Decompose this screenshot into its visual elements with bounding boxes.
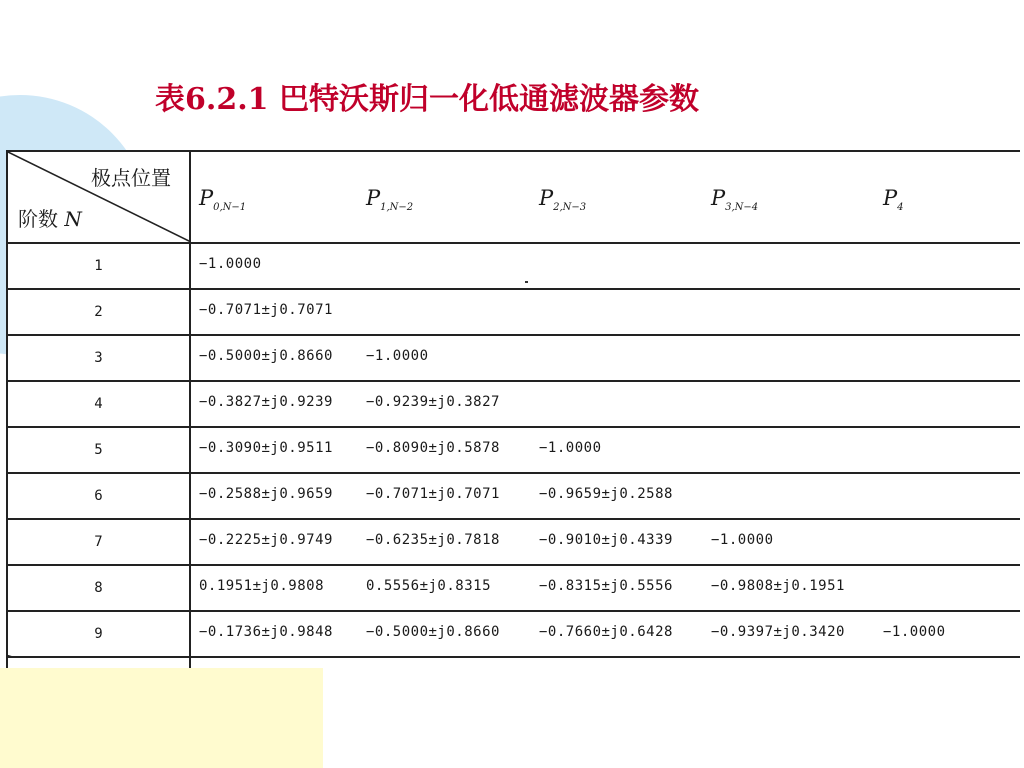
table-header-row	[7, 151, 1020, 243]
scan-speck	[525, 281, 528, 283]
pole-value: −0.6235±j0.7818	[366, 532, 500, 548]
order-cell: 3	[7, 335, 190, 381]
pole-values-cell	[190, 243, 1020, 289]
table-row	[7, 335, 1020, 381]
pole-value: −0.2225±j0.9749	[199, 532, 333, 548]
pole-value: −0.7660±j0.6428	[539, 624, 673, 640]
pole-value: −1.0000	[711, 532, 774, 548]
decorative-block	[0, 668, 323, 768]
pole-header-3: $P_{3,N-4}$	[711, 186, 759, 214]
tail-cell	[190, 657, 1020, 668]
pole-values-cell	[190, 381, 1020, 427]
pole-values-cell	[190, 611, 1020, 657]
order-cell: 4	[7, 381, 190, 427]
order-cell: 8	[7, 565, 190, 611]
pole-value: −0.9239±j0.3827	[366, 394, 500, 410]
pole-values-cell	[190, 565, 1020, 611]
pole-value: −0.3090±j0.9511	[199, 440, 333, 456]
order-cell: 1	[7, 243, 190, 289]
table-row	[7, 289, 1020, 335]
order-cell: 5	[7, 427, 190, 473]
pole-value: −0.9010±j0.4339	[539, 532, 673, 548]
order-cell: 9	[7, 611, 190, 657]
pole-header-4: $P_4$	[883, 186, 904, 214]
table-tail-row	[7, 657, 1020, 668]
table-row	[7, 565, 1020, 611]
pole-values-cell	[190, 427, 1020, 473]
order-cell: 7	[7, 519, 190, 565]
table-row	[7, 519, 1020, 565]
pole-header-cell	[190, 151, 1020, 243]
table-tail-mark	[6, 655, 66, 657]
table-row	[7, 427, 1020, 473]
pole-value: −0.7071±j0.7071	[366, 486, 500, 502]
pole-value: −0.9397±j0.3420	[711, 624, 845, 640]
pole-values-cell	[190, 335, 1020, 381]
order-cell: 6	[7, 473, 190, 519]
pole-header-0: $P_{0,N-1}$	[199, 186, 247, 214]
table-row	[7, 243, 1020, 289]
corner-order-label: 阶数	[18, 207, 58, 231]
pole-value: 0.1951±j0.9808	[199, 578, 325, 594]
pole-value: −0.5000±j0.8660	[366, 624, 500, 640]
pole-header-1: $P_{1,N-2}$	[366, 186, 414, 214]
order-cell: 2	[7, 289, 190, 335]
table-row	[7, 473, 1020, 519]
pole-value: −0.2588±j0.9659	[199, 486, 333, 502]
table-row	[7, 611, 1020, 657]
slide-title: 表6.2.1 巴特沃斯归一化低通滤波器参数	[155, 82, 699, 117]
pole-value: −0.1736±j0.9848	[199, 624, 333, 640]
pole-value: −0.3827±j0.9239	[199, 394, 333, 410]
corner-header-cell	[7, 151, 190, 243]
pole-value: −0.7071±j0.7071	[199, 302, 333, 318]
pole-value: −0.8090±j0.5878	[366, 440, 500, 456]
corner-top-label: 极点位置	[91, 166, 171, 190]
pole-value: 0.5556±j0.8315	[366, 578, 492, 594]
pole-values-cell	[190, 473, 1020, 519]
pole-value: −1.0000	[539, 440, 602, 456]
pole-value: −1.0000	[199, 256, 262, 272]
table-body	[7, 243, 1020, 668]
table-row	[7, 381, 1020, 427]
pole-value: −0.8315±j0.5556	[539, 578, 673, 594]
pole-values-cell	[190, 519, 1020, 565]
corner-bottom-label	[18, 203, 82, 232]
pole-value: −1.0000	[366, 348, 429, 364]
pole-value: −1.0000	[883, 624, 946, 640]
table-container	[6, 150, 1020, 668]
pole-value: −0.5000±j0.8660	[199, 348, 333, 364]
butterworth-pole-table	[6, 150, 1020, 668]
corner-order-var: N	[64, 207, 82, 231]
pole-header-2: $P_{2,N-3}$	[539, 186, 587, 214]
pole-values-cell	[190, 289, 1020, 335]
pole-value: −0.9659±j0.2588	[539, 486, 673, 502]
tail-cell	[7, 657, 190, 668]
pole-value: −0.9808±j0.1951	[711, 578, 845, 594]
